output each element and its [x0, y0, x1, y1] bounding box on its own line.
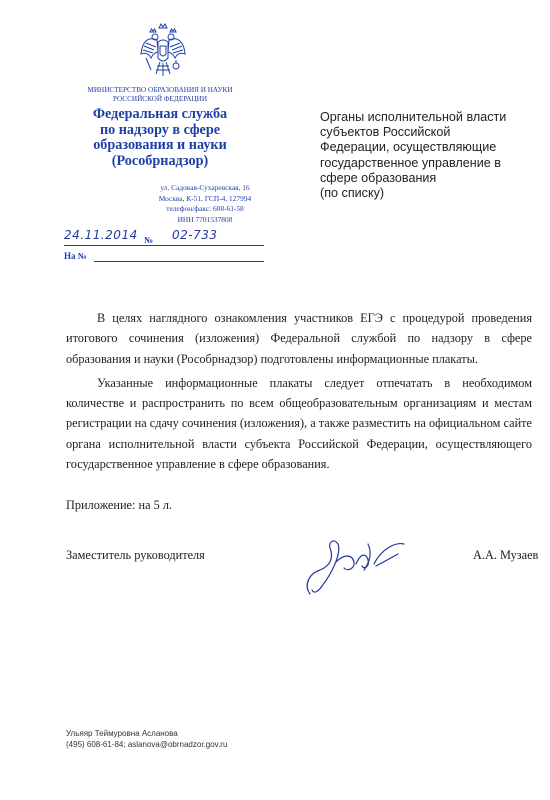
russian-coat-of-arms-icon — [138, 22, 188, 80]
agency-line-2: по надзору в сфере — [99, 121, 221, 138]
address-line-2: Москва, К-51, ГСП-4, 127994 — [158, 193, 252, 203]
signatory-role: Заместитель руководителя — [66, 548, 205, 562]
address-line-4: ИНН 7701537808 — [177, 214, 233, 224]
agency-name — [55, 107, 265, 169]
addressee-line-3: Федерации, осуществляющие — [320, 140, 497, 155]
address-line-3: телефон/факс: 608-61-58 — [166, 204, 244, 213]
signatory-name: А.А. Музаев — [473, 548, 539, 562]
addressee-line-4: государственное управление в — [320, 155, 501, 170]
agency-line-4: (Рособрнадзор) — [111, 152, 209, 169]
addressee-block — [320, 110, 520, 201]
letter-body — [66, 308, 532, 474]
executor-contacts: (495) 608-61-84; aslanova@obrnadzor.gov.ru — [66, 739, 228, 749]
in-reply-label: На № — [64, 251, 87, 261]
handwritten-signature — [300, 524, 410, 604]
in-reply-underline — [94, 261, 264, 262]
number-sign: № — [144, 235, 154, 245]
reference-underline — [64, 245, 264, 246]
address-line-1: ул. Садовая-Сухаревская, 16 — [160, 183, 250, 192]
ministry-line-1: МИНИСТЕРСТВО ОБРАЗОВАНИЯ И НАУКИ — [87, 86, 233, 94]
executor-footer — [66, 729, 227, 750]
in-reply-row — [64, 249, 264, 263]
addressee-line-6: (по списку) — [320, 186, 385, 201]
body-paragraph-2: Указанные информационные плакаты следует отпечатать в необходимом количестве и распространить по всем общеобразовательным организациям и местам регистрации на сдачу сочинения (изложения), а также разместить на официальном сайте органа исполнительной власти субъекта Российской Федерации, осуществляющего государственное управление в сфере образования. — [66, 375, 532, 472]
ministry-name — [55, 86, 265, 103]
handwritten-reference-number: 02-733 — [172, 228, 218, 242]
ministry-line-2: РОССИЙСКОЙ ФЕДЕРАЦИИ — [112, 94, 208, 103]
addressee-line-2: субъектов Российской — [320, 125, 451, 140]
attachment-note: Приложение: на 5 л. — [66, 498, 173, 512]
body-paragraph-1: В целях наглядного ознакомления участников ЕГЭ с процедурой проведения итогового сочинения (изложения) Федеральной службой по надзору в сфере образования и науки (Рособрнадзор) подготовлены информационные плакаты. — [66, 311, 532, 366]
agency-address — [130, 183, 280, 225]
agency-line-1: Федеральная служба — [92, 106, 228, 122]
addressee-line-5: сфере образования — [320, 170, 437, 185]
executor-name: Ульяяр Теймуровна Асланова — [66, 729, 178, 738]
agency-line-3: образования и науки — [93, 137, 227, 153]
addressee-line-1: Органы исполнительной власти — [320, 110, 507, 124]
handwritten-date: 24.11.2014 — [64, 228, 138, 242]
